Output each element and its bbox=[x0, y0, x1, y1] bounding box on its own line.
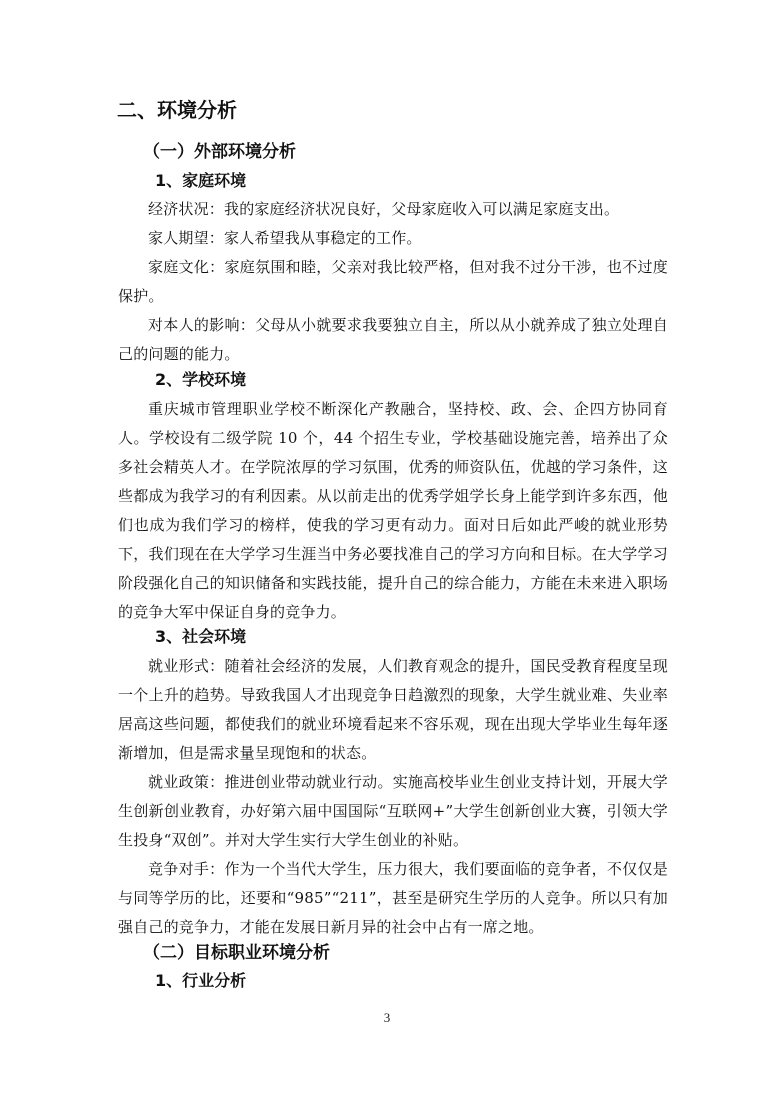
paragraph-competitors: 竞争对手：作为一个当代大学生，压力很大，我们要面临的竞争者，不仅仅是与同等学历的比，还要和“985”“211”，甚至是研究生学历的人竞争。所以只有加强自己的竞争力，才能在发展日新月异的社会中占有一席之地。 bbox=[118, 860, 668, 936]
industry-analysis-heading: 1、行业分析 bbox=[155, 971, 247, 990]
school-environment-heading: 2、学校环境 bbox=[155, 370, 247, 389]
paragraph-employment-policy: 就业政策：推进创业带动就业行动。实施高校毕业生创业支持计划，开展大学生创新创业教育，办好第六届中国国际“互联网+”大学生创新创业大赛，引领大学生投身“双创”。并对大学生实行大学生创业的补贴。 bbox=[118, 773, 668, 849]
section-title: 二、环境分析 bbox=[117, 98, 237, 122]
external-environment-heading: （一）外部环境分析 bbox=[143, 142, 296, 162]
paragraph-economic-status: 经济状况：我的家庭经济状况良好，父母家庭收入可以满足家庭支出。 bbox=[148, 200, 620, 218]
paragraph-family-culture: 家庭文化：家庭氛围和睦，父亲对我比较严格，但对我不过分干涉，也不过度保护。 bbox=[118, 258, 668, 305]
paragraph-employment-situation: 就业形式：随着社会经济的发展，人们教育观念的提升，国民受教育程度呈现一个上升的趋势。导致我国人才出现竞争日趋激烈的现象，大学生就业难、失业率居高这些问题，都使我们的就业环境看起来不容乐观，现在出现大学毕业生每年逐渐增加，但是需求量呈现饱和的状态。 bbox=[118, 657, 668, 762]
paragraph-personal-influence: 对本人的影响：父母从小就要求我要独立自主，所以从小就养成了独立处理自己的问题的能力。 bbox=[118, 316, 668, 363]
paragraph-school-environment: 重庆城市管理职业学校不断深化产教融合，坚持校、政、会、企四方协同育人。学校设有二级学院 10 个，44 个招生专业，学校基础设施完善，培养出了众多社会精英人才。在学院浓厚的学习氛围，优秀的师资队伍，优越的学习条件，这些都成为我学习的有利因素。从以前走出的优秀学姐学长身上能学到许多东西，他们也成为我们学习的榜样，使我的学习更有动力。面对日后如此严峻的就业形势下，我们现在在大学学习生涯当中务必要找准自己的学习方向和目标。在大学学习阶段强化自己的知识储备和实践技能，提升自己的综合能力，方能在未来进入职场的竞争大军中保证自身的竞争力。 bbox=[118, 400, 668, 621]
family-environment-heading: 1、家庭环境 bbox=[155, 171, 247, 190]
paragraph-family-expectation: 家人期望：家人希望我从事稳定的工作。 bbox=[148, 229, 422, 247]
social-environment-heading: 3、社会环境 bbox=[155, 627, 247, 646]
target-career-environment-heading: （二）目标职业环境分析 bbox=[143, 943, 330, 963]
page-number: 3 bbox=[383, 1010, 391, 1025]
